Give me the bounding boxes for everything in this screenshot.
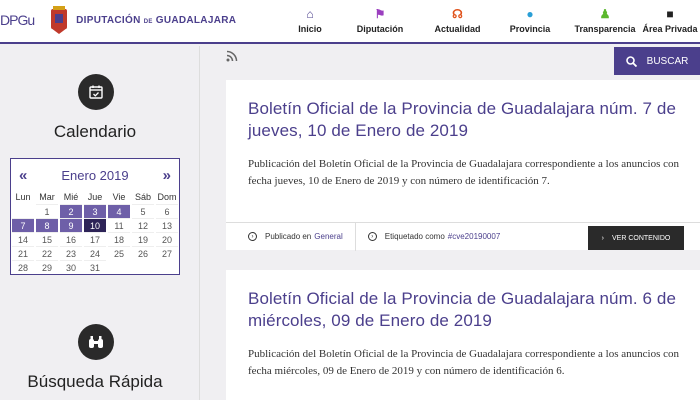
binoculars-icon bbox=[78, 324, 114, 360]
calendar-day: 13 bbox=[156, 218, 178, 232]
calendar-day: 25 bbox=[108, 246, 130, 260]
home-icon: ⌂ bbox=[306, 7, 314, 21]
calendar-day: 26 bbox=[132, 246, 154, 260]
calendar-day: 19 bbox=[132, 232, 154, 246]
person-icon: ♟ bbox=[599, 7, 611, 21]
rss-icon[interactable] bbox=[226, 50, 238, 65]
calendar-day: 12 bbox=[132, 218, 154, 232]
calendar-day: 18 bbox=[108, 232, 130, 246]
nav-inicio[interactable] bbox=[285, 6, 335, 34]
headphones-icon: ☊ bbox=[452, 7, 463, 21]
post-title[interactable]: Boletín Oficial de la Provincia de Guadalajara núm. 6 de miércoles, 09 de Enero de 2019 bbox=[248, 289, 677, 330]
post-card bbox=[226, 80, 700, 250]
top-bar bbox=[0, 0, 700, 44]
rss-glyph bbox=[226, 50, 238, 62]
calendar-day-published[interactable]: 3 bbox=[84, 204, 106, 218]
published-prefix: Publicado en bbox=[265, 232, 312, 241]
calendar-day-empty bbox=[156, 260, 178, 274]
weekday-label: Mar bbox=[39, 192, 55, 202]
calendar-day: 17 bbox=[84, 232, 106, 246]
calendar-day: 29 bbox=[36, 260, 58, 274]
weekday-label: Jue bbox=[87, 192, 103, 202]
weekday-label: Vie bbox=[112, 192, 126, 202]
post-card bbox=[226, 270, 700, 400]
weekday-label: Dom bbox=[157, 192, 177, 202]
post-footer bbox=[226, 222, 700, 250]
calendar-day: 23 bbox=[60, 246, 82, 260]
calendar-day-empty bbox=[132, 260, 154, 274]
calendar-day-published[interactable]: 7 bbox=[12, 218, 34, 232]
calendar-day-published[interactable]: 8 bbox=[36, 218, 58, 232]
calendar-day: 5 bbox=[132, 204, 154, 218]
calendar-day: 21 bbox=[12, 246, 34, 260]
site-title-small: DE bbox=[143, 18, 153, 25]
calendar-day: 14 bbox=[12, 232, 34, 246]
calendar-day: 24 bbox=[84, 246, 106, 260]
nav-actualidad[interactable] bbox=[425, 6, 490, 34]
calendar-next-button[interactable]: » bbox=[162, 166, 171, 184]
lock-icon: ■ bbox=[666, 7, 674, 21]
calendar-day-empty bbox=[108, 260, 130, 274]
flag-icon: ⚑ bbox=[374, 7, 386, 21]
nav-provincia[interactable] bbox=[490, 6, 570, 34]
calendar-day: 28 bbox=[12, 260, 34, 274]
sidebar bbox=[0, 46, 200, 400]
calendar-day-selected[interactable]: 10 bbox=[84, 218, 106, 232]
nav-label: Actualidad bbox=[434, 24, 481, 34]
nav-transparencia[interactable] bbox=[570, 6, 640, 34]
post-tags bbox=[356, 223, 513, 251]
calendar-day-empty bbox=[12, 204, 34, 218]
calendar-day-published[interactable]: 4 bbox=[108, 204, 130, 218]
calendar-month: Enero 2019 bbox=[61, 167, 129, 183]
weekday-label: Sáb bbox=[134, 192, 151, 202]
nav-area-privada[interactable] bbox=[640, 6, 700, 34]
nav-label: Transparencia bbox=[574, 24, 636, 34]
calendar-header bbox=[11, 159, 179, 191]
calendar-day: 31 bbox=[84, 260, 106, 274]
nav-label: Provincia bbox=[509, 24, 551, 34]
calendar-day-published[interactable]: 2 bbox=[60, 204, 82, 218]
calendar-day: 20 bbox=[156, 232, 178, 246]
post-excerpt: Publicación del Boletín Oficial de la Provincia de Guadalajara correspondiente a los anuncios con fecha miércoles, 09 de Enero de 2019 y con número de identificación 6. bbox=[248, 348, 679, 377]
category-link[interactable]: General bbox=[314, 232, 343, 241]
calendar-day: 16 bbox=[60, 232, 82, 246]
calendar-day: 6 bbox=[156, 204, 178, 218]
calendar-heading: Calendario bbox=[53, 122, 137, 141]
calendar-glyph bbox=[89, 85, 103, 99]
view-content-button[interactable] bbox=[588, 226, 684, 250]
site-title-part2: GUADALAJARA bbox=[155, 14, 237, 26]
post-excerpt: Publicación del Boletín Oficial de la Provincia de Guadalajara correspondiente a los anuncios con fecha jueves, 10 de Enero de 2019 y con número de identificación 7. bbox=[248, 158, 679, 187]
site-logo[interactable] bbox=[0, 6, 236, 34]
chevron-right-icon: › bbox=[601, 234, 604, 242]
calendar-prev-button[interactable]: « bbox=[19, 166, 28, 184]
binoculars-glyph bbox=[88, 335, 104, 349]
search-label: BUSCAR bbox=[646, 55, 689, 67]
nav-label: Inicio bbox=[298, 24, 322, 34]
site-title bbox=[76, 15, 236, 26]
weekday-label: Lun bbox=[15, 192, 31, 202]
main-nav bbox=[285, 6, 700, 34]
quick-search-heading: Búsqueda Rápida bbox=[27, 372, 163, 391]
calendar-day: 27 bbox=[156, 246, 178, 260]
nav-label: Área Privada bbox=[642, 24, 698, 34]
logo-text: DPGu bbox=[0, 12, 35, 28]
globe-icon: ● bbox=[526, 7, 534, 21]
calendar-day: 11 bbox=[108, 218, 130, 232]
view-content-label: VER CONTENIDO bbox=[612, 234, 671, 242]
search-icon bbox=[626, 56, 637, 67]
calendar-day-published[interactable]: 9 bbox=[60, 218, 82, 232]
post-title[interactable]: Boletín Oficial de la Provincia de Guadalajara núm. 7 de jueves, 10 de Enero de 2019 bbox=[248, 99, 677, 140]
coat-of-arms-icon bbox=[48, 6, 70, 34]
calendar-widget bbox=[10, 158, 180, 275]
nav-diputacion[interactable] bbox=[335, 6, 425, 34]
arrow-circle-icon: › bbox=[368, 232, 377, 241]
arrow-circle-icon: › bbox=[248, 232, 257, 241]
post-category bbox=[226, 223, 355, 251]
nav-label: Diputación bbox=[356, 24, 404, 34]
calendar-day: 15 bbox=[36, 232, 58, 246]
calendar-icon bbox=[78, 74, 114, 110]
calendar-day: 22 bbox=[36, 246, 58, 260]
tag-link[interactable]: #cve20190007 bbox=[447, 232, 501, 241]
calendar-grid bbox=[11, 191, 179, 274]
tagged-prefix: Etiquetado como bbox=[384, 232, 445, 241]
site-title-part1: DIPUTACIÓN bbox=[76, 14, 141, 26]
search-button[interactable] bbox=[614, 47, 700, 75]
weekday-label: Mié bbox=[63, 192, 79, 202]
calendar-day: 30 bbox=[60, 260, 82, 274]
calendar-day: 1 bbox=[36, 204, 58, 218]
